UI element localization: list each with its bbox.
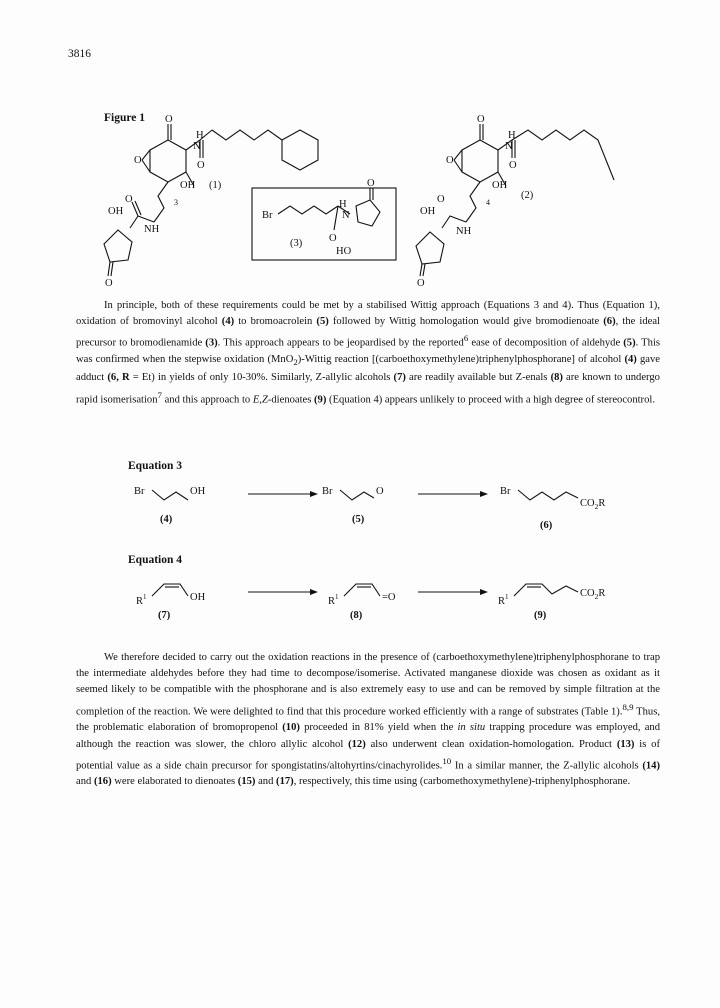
equation-4-label: Equation 4 — [128, 554, 183, 566]
svg-text:4: 4 — [486, 198, 490, 207]
svg-text:R1: $R^1$ — [136, 593, 147, 607]
eq4-compound-8: (8) — [350, 610, 363, 621]
compound-2-label: (2) — [521, 190, 534, 201]
svg-text:R1: $R^1$ — [328, 593, 339, 607]
svg-text:OH: OH — [180, 180, 196, 191]
eq3-compound-6: (6) — [540, 520, 553, 531]
svg-text:CO2R: $CO_2R$ — [580, 588, 606, 601]
equation-3-label: Equation 3 — [128, 460, 183, 472]
svg-text:NH: NH — [456, 226, 472, 237]
svg-text:N: N — [193, 141, 201, 152]
svg-text:Br: Br — [134, 486, 145, 497]
svg-text:O: O — [197, 160, 205, 171]
svg-text:Br: Br — [500, 486, 511, 497]
svg-text:O: O — [367, 178, 375, 189]
svg-text:O: O — [446, 155, 454, 166]
paragraph-2: We therefore decided to carry out the oxidation reactions in the presence of (carboethoxymethylene)triphenylphosphorane to trap the intermediate aldehydes before they had time to decompose/isomerise. Activated manganese dioxide was chosen as oxidant as it seemed likely to be compatible with the phosphorane and is also extremely easy to use and can be removed by simple filtration at the completion of the reaction. We were delighted to find that this procedure worked efficiently with a range of substrates (Table 1).$^{8,9}$ Thus, the problematic elaboration of bromopropenol (10) proceeded in 81% yield when the in situ trapping procedure was employed, and although the reaction was slower, the chloro allylic alcohol (12) also underwent clean oxidation-homologation. Product (13) is of potential value as a side chain precursor for spongistatins/altohyrtins/cinachyrolides.$^{10}$ In a similar manner, the Z-allylic alcohols (14) and (16) were elaborated to dienoates (15) and (17), respectively, this time using (carbomethoxymethylene)-triphenylphosphorane. — [76, 652, 660, 788]
svg-text:CO2R: $CO_2R$ — [580, 498, 606, 511]
svg-text:OH: OH — [492, 180, 508, 191]
figure-label: Figure 1 — [104, 112, 145, 124]
svg-text:H: H — [196, 130, 204, 141]
svg-text:O: O — [477, 114, 485, 125]
svg-text:Br: Br — [322, 486, 333, 497]
svg-text:O: O — [134, 155, 142, 166]
svg-text:O: O — [105, 278, 113, 289]
svg-text:N: N — [505, 141, 513, 152]
svg-text:O: O — [509, 160, 517, 171]
svg-text:OH: OH — [190, 486, 206, 497]
svg-text:O: O — [165, 114, 173, 125]
svg-text:3: 3 — [174, 198, 178, 207]
svg-text:O: O — [329, 233, 337, 244]
equation-3-scheme — [0, 478, 720, 548]
cyclohexyl-ring — [282, 130, 318, 170]
eq4-compound-7: (7) — [158, 610, 171, 621]
svg-text:NH: NH — [144, 224, 160, 235]
eq3-compound-4: (4) — [160, 514, 173, 525]
svg-text:O: O — [437, 194, 445, 205]
figure-1-structures — [0, 0, 720, 290]
svg-text:H: H — [339, 199, 347, 210]
compound-2-structure — [416, 124, 614, 276]
svg-text:=O: =O — [382, 592, 396, 603]
svg-text:H: H — [508, 130, 516, 141]
svg-text:OH: OH — [108, 206, 124, 217]
equation-4-scheme — [0, 574, 720, 634]
compound-1-structure — [104, 124, 318, 276]
svg-text:OH: OH — [190, 592, 206, 603]
eq3-compound-5: (5) — [352, 514, 365, 525]
eq4-compound-9: (9) — [534, 610, 547, 621]
svg-text:HO: HO — [336, 246, 352, 257]
svg-text:O: O — [376, 486, 384, 497]
paragraph-1: In principle, both of these requirements could be met by a stabilised Wittig approach (Equations 3 and 4). Thus (Equation 1), oxidation of bromovinyl alcohol (4) to bromoacrolein (5) followed by Wittig homologation would give bromodienoate (6), the ideal precursor to bromodienamide (3). This approach appears to be jeopardised by the reported$^6$ ease of decomposition of aldehyde (5). This was confirmed when the stepwise oxidation (MnO$_2$)-Wittig reaction [(carboethoxymethylene)triphenylphosphorane] of alcohol (4) gave adduct (6, R = Et) in yields of only 10-30%. Similarly, Z-allylic alcohols (7) are readily available but Z-enals (8) are known to undergo rapid isomerisation$^7$ and this approach to E,Z-dienoates (9) (Equation 4) appears unlikely to proceed with a high degree of stereocontrol. — [76, 300, 661, 406]
svg-text:O: O — [125, 194, 133, 205]
svg-text:R1: $R^1$ — [498, 593, 509, 607]
compound-3-box — [252, 188, 396, 260]
page-number: 3816 — [68, 48, 91, 60]
svg-text:N: N — [342, 210, 350, 221]
svg-text:OH: OH — [420, 206, 436, 217]
compound-3-label: (3) — [290, 238, 303, 249]
svg-text:Br: Br — [262, 210, 273, 221]
svg-text:O: O — [417, 278, 425, 289]
compound-1-label: (1) — [209, 180, 222, 191]
